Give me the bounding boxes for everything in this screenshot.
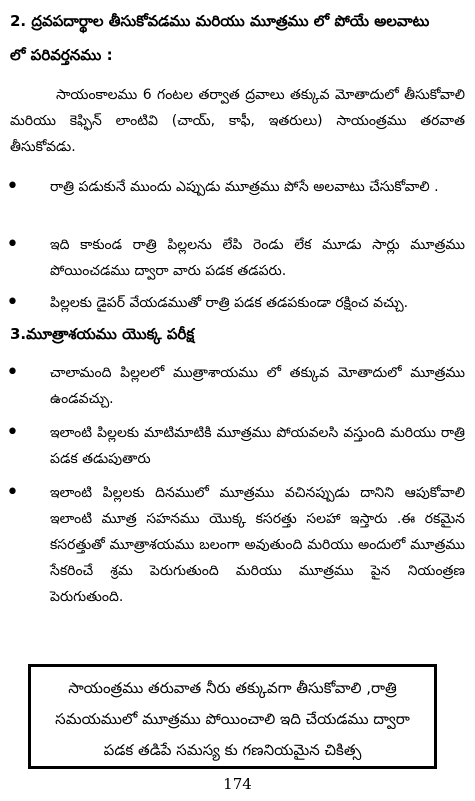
bullet-icon: • bbox=[6, 480, 19, 505]
summary-box bbox=[28, 664, 437, 769]
intro-text: సాయంకాలము 6 గంటల తర్వాత ద్రవాలు తక్కువ మోతాదులో తీసుకోవాలి మరియు కెఫ్ఫిన్ లాంటివి (చాయ్, కాఫీ, ఇతరులు) సాయంత్రము తరవాత తీసుకోవడు. bbox=[10, 87, 465, 155]
list-item bbox=[6, 420, 465, 472]
bullet-icon: • bbox=[6, 174, 19, 199]
list-item bbox=[6, 174, 465, 200]
bullet-icon: • bbox=[6, 232, 19, 257]
section-3-title: 3.మూత్రాశయము యొక్క పరీక్ష bbox=[10, 325, 195, 343]
bullet-icon: • bbox=[6, 420, 19, 445]
summary-line-1: సాయంత్రము తరువాత నీరు తక్కువగా తీసుకోవాలి ,రాత్రి bbox=[68, 679, 397, 697]
page-number: 174 bbox=[223, 775, 252, 793]
list-item bbox=[6, 232, 465, 284]
list-item-text: ఇలాంటి పిల్లలకు దినములో మూత్రము వచినప్పుడు దానిని ఆపుకోవాలి ఇలాంటి మూత్ర సహనము యొక్క కసరత్తు సలహా ఇస్తారు .ఈ రకమైన కసరత్తుతో మూత్రాశయము బలంగా అవుతుంది మరియు అందులో మూత్రము సేకరించే శ్రమ పెరుగుతుంది మరియు మూత్రము పైన నియంత్రణ పెరుగుతుంది. bbox=[50, 485, 465, 605]
summary-line-3: పడక తడిపే సమస్య కు గణనియమైన చికిత్స bbox=[103, 741, 362, 759]
list-item-text: రాత్రి పడుకునే ముందు ఎప్పుడు మూత్రము పోసే అలవాటు చేసుకోవాలి . bbox=[50, 179, 439, 195]
section-2-title-line1: 2. ద్రవపదార్థాల తీసుకోవడము మరియు మూత్రము లో పోయే అలవాటు bbox=[10, 12, 430, 30]
list-item-text: చాలామంది పిల్లలలో ముత్రాశాయము లో తక్కువ మోతాదులో మూత్రము ఉండవచ్చు. bbox=[50, 365, 465, 407]
bullet-icon: • bbox=[6, 290, 19, 315]
list-item-text: పిల్లలకు డైపర్ వేయడముతో రాత్రి పడక తడపకుండా రక్షించ వచ్చు. bbox=[50, 295, 409, 311]
section-2-intro bbox=[10, 82, 465, 160]
list-item bbox=[6, 480, 465, 610]
list-item-text: ఇలాంటి పిల్లలకు మాటిమాటికి మూత్రము పోయవలసి వస్తుంది మరియు రాత్రి పడక తడుపుతారు bbox=[50, 425, 465, 467]
section-2-title-line2: లో పరివర్తనము : bbox=[10, 46, 113, 64]
list-item-text: ఇది కాకుండ రాత్రి పిల్లలను లేపి రెండు లేక మూడు సార్లు మూత్రము పోయించడము ద్వారా వారు పడక తడపరు. bbox=[50, 237, 465, 279]
bullet-icon: • bbox=[6, 360, 19, 385]
summary-line-2: సమయములో మూత్రము పోయించాలి ఇది చేయడము ద్వారా bbox=[55, 710, 410, 728]
list-item bbox=[6, 360, 465, 412]
list-item bbox=[6, 290, 465, 316]
